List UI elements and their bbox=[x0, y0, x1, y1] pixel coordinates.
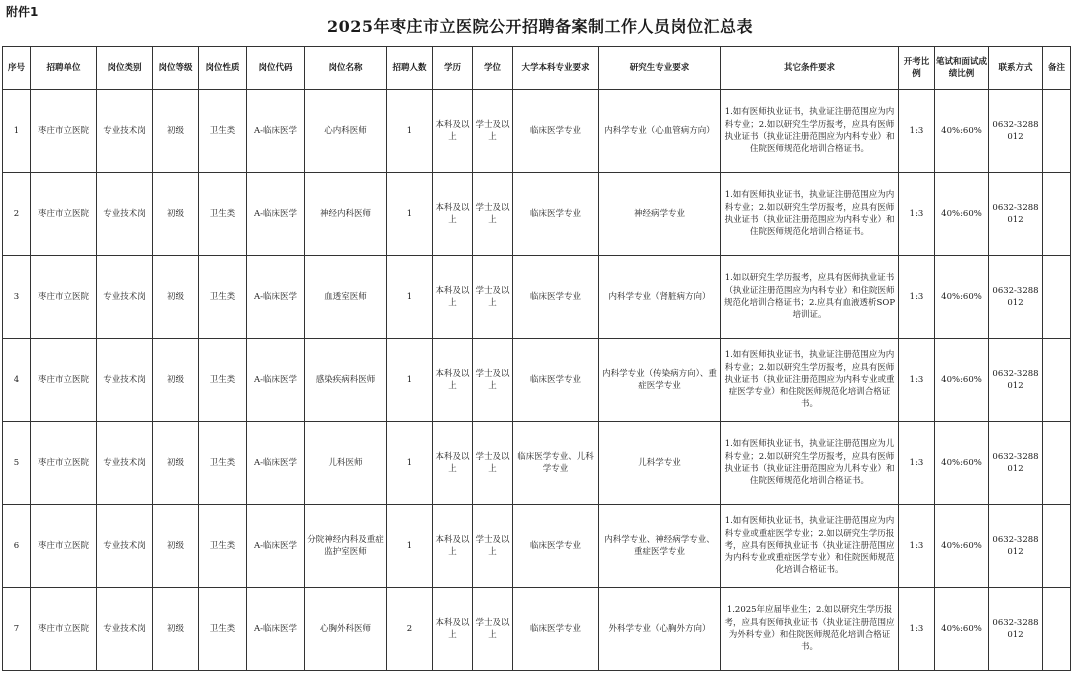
score-ratio-cell: 40%:60% bbox=[935, 505, 989, 588]
position-code-cell: A-临床医学 bbox=[247, 505, 305, 588]
position-nature-cell: 卫生类 bbox=[199, 422, 247, 505]
row-number-cell: 3 bbox=[3, 256, 31, 339]
position-category-cell: 专业技术岗 bbox=[97, 422, 153, 505]
education-cell: 本科及以上 bbox=[433, 339, 473, 422]
position-name-cell: 心内科医师 bbox=[305, 90, 387, 173]
other-requirements-cell: 1.如有医师执业证书，执业证注册范围应为内科专业；2.如以研究生学历报考，应具有医师执业证书（执业证注册范围应为内科专业）和住院医师规范化培训合格证书。 bbox=[721, 173, 899, 256]
row-number-cell: 1 bbox=[3, 90, 31, 173]
remark-cell bbox=[1043, 339, 1071, 422]
position-category-cell: 专业技术岗 bbox=[97, 339, 153, 422]
position-code-cell: A-临床医学 bbox=[247, 339, 305, 422]
contact-cell: 0632-3288012 bbox=[989, 588, 1043, 671]
position-category-cell: 专业技术岗 bbox=[97, 505, 153, 588]
positions-table bbox=[2, 46, 1071, 671]
table-row bbox=[3, 173, 1071, 256]
position-code-cell: A-临床医学 bbox=[247, 422, 305, 505]
position-name-cell: 心胸外科医师 bbox=[305, 588, 387, 671]
table-row bbox=[3, 339, 1071, 422]
column-header: 开考比例 bbox=[899, 47, 935, 90]
column-header: 岗位代码 bbox=[247, 47, 305, 90]
hire-count-cell: 1 bbox=[387, 173, 433, 256]
table-row bbox=[3, 422, 1071, 505]
grad-major-cell: 内科学专业（肾脏病方向） bbox=[599, 256, 721, 339]
hire-count-cell: 1 bbox=[387, 90, 433, 173]
position-nature-cell: 卫生类 bbox=[199, 173, 247, 256]
document-title: 2025年枣庄市立医院公开招聘备案制工作人员岗位汇总表 bbox=[326, 17, 754, 36]
education-cell: 本科及以上 bbox=[433, 90, 473, 173]
grad-major-cell: 儿科学专业 bbox=[599, 422, 721, 505]
undergrad-major-cell: 临床医学专业、儿科学专业 bbox=[513, 422, 599, 505]
grad-major-cell: 神经病学专业 bbox=[599, 173, 721, 256]
education-cell: 本科及以上 bbox=[433, 588, 473, 671]
table-header-row bbox=[3, 47, 1071, 90]
position-name-cell: 神经内科医师 bbox=[305, 173, 387, 256]
position-name-cell: 分院神经内科及重症监护室医师 bbox=[305, 505, 387, 588]
other-requirements-cell: 1.如有医师执业证书，执业证注册范围应为儿科专业；2.如以研究生学历报考，应具有医师执业证书（执业证注册范围应为儿科专业）和住院医师规范化培训合格证书。 bbox=[721, 422, 899, 505]
remark-cell bbox=[1043, 256, 1071, 339]
hire-count-cell: 1 bbox=[387, 256, 433, 339]
undergrad-major-cell: 临床医学专业 bbox=[513, 90, 599, 173]
column-header: 备注 bbox=[1043, 47, 1071, 90]
undergrad-major-cell: 临床医学专业 bbox=[513, 256, 599, 339]
table-row bbox=[3, 505, 1071, 588]
recruiting-unit-cell: 枣庄市立医院 bbox=[31, 339, 97, 422]
exam-ratio-cell: 1:3 bbox=[899, 256, 935, 339]
degree-cell: 学士及以上 bbox=[473, 256, 513, 339]
position-category-cell: 专业技术岗 bbox=[97, 588, 153, 671]
grad-major-cell: 内科学专业、神经病学专业、重症医学专业 bbox=[599, 505, 721, 588]
position-level-cell: 初级 bbox=[153, 90, 199, 173]
row-number-cell: 6 bbox=[3, 505, 31, 588]
hire-count-cell: 2 bbox=[387, 588, 433, 671]
undergrad-major-cell: 临床医学专业 bbox=[513, 588, 599, 671]
exam-ratio-cell: 1:3 bbox=[899, 422, 935, 505]
exam-ratio-cell: 1:3 bbox=[899, 173, 935, 256]
remark-cell bbox=[1043, 505, 1071, 588]
exam-ratio-cell: 1:3 bbox=[899, 505, 935, 588]
row-number-cell: 5 bbox=[3, 422, 31, 505]
column-header: 岗位类别 bbox=[97, 47, 153, 90]
column-header: 学历 bbox=[433, 47, 473, 90]
position-nature-cell: 卫生类 bbox=[199, 588, 247, 671]
score-ratio-cell: 40%:60% bbox=[935, 256, 989, 339]
row-number-cell: 4 bbox=[3, 339, 31, 422]
degree-cell: 学士及以上 bbox=[473, 505, 513, 588]
position-category-cell: 专业技术岗 bbox=[97, 256, 153, 339]
position-name-cell: 儿科医师 bbox=[305, 422, 387, 505]
exam-ratio-cell: 1:3 bbox=[899, 339, 935, 422]
remark-cell bbox=[1043, 90, 1071, 173]
degree-cell: 学士及以上 bbox=[473, 588, 513, 671]
remark-cell bbox=[1043, 173, 1071, 256]
other-requirements-cell: 1.如以研究生学历报考，应具有医师执业证书（执业证注册范围应为内科专业）和住院医师规范化培训合格证书；2.应具有血液透析SOP培训证。 bbox=[721, 256, 899, 339]
contact-cell: 0632-3288012 bbox=[989, 90, 1043, 173]
education-cell: 本科及以上 bbox=[433, 173, 473, 256]
score-ratio-cell: 40%:60% bbox=[935, 588, 989, 671]
score-ratio-cell: 40%:60% bbox=[935, 422, 989, 505]
grad-major-cell: 外科学专业（心胸外方向） bbox=[599, 588, 721, 671]
column-header: 序号 bbox=[3, 47, 31, 90]
row-number-cell: 2 bbox=[3, 173, 31, 256]
position-code-cell: A-临床医学 bbox=[247, 173, 305, 256]
column-header: 学位 bbox=[473, 47, 513, 90]
position-level-cell: 初级 bbox=[153, 505, 199, 588]
position-level-cell: 初级 bbox=[153, 588, 199, 671]
contact-cell: 0632-3288012 bbox=[989, 173, 1043, 256]
position-nature-cell: 卫生类 bbox=[199, 339, 247, 422]
other-requirements-cell: 1.如有医师执业证书，执业证注册范围应为内科专业或重症医学专业；2.如以研究生学历报考，应具有医师执业证书（执业证注册范围应为内科专业或重症医学专业）和住院医师规范化培训合格证书。 bbox=[721, 505, 899, 588]
degree-cell: 学士及以上 bbox=[473, 173, 513, 256]
contact-cell: 0632-3288012 bbox=[989, 422, 1043, 505]
undergrad-major-cell: 临床医学专业 bbox=[513, 339, 599, 422]
table-row bbox=[3, 90, 1071, 173]
recruiting-unit-cell: 枣庄市立医院 bbox=[31, 505, 97, 588]
score-ratio-cell: 40%:60% bbox=[935, 339, 989, 422]
position-code-cell: A-临床医学 bbox=[247, 90, 305, 173]
row-number-cell: 7 bbox=[3, 588, 31, 671]
grad-major-cell: 内科学专业（传染病方向）、重症医学专业 bbox=[599, 339, 721, 422]
column-header: 招聘人数 bbox=[387, 47, 433, 90]
position-name-cell: 感染疾病科医师 bbox=[305, 339, 387, 422]
position-name-cell: 血透室医师 bbox=[305, 256, 387, 339]
column-header: 岗位性质 bbox=[199, 47, 247, 90]
column-header: 岗位等级 bbox=[153, 47, 199, 90]
table-row bbox=[3, 256, 1071, 339]
remark-cell bbox=[1043, 588, 1071, 671]
degree-cell: 学士及以上 bbox=[473, 422, 513, 505]
table-body bbox=[3, 90, 1071, 671]
contact-cell: 0632-3288012 bbox=[989, 256, 1043, 339]
position-nature-cell: 卫生类 bbox=[199, 256, 247, 339]
recruiting-unit-cell: 枣庄市立医院 bbox=[31, 588, 97, 671]
column-header: 笔试和面试成绩比例 bbox=[935, 47, 989, 90]
column-header: 大学本科专业要求 bbox=[513, 47, 599, 90]
recruiting-unit-cell: 枣庄市立医院 bbox=[31, 173, 97, 256]
position-code-cell: A-临床医学 bbox=[247, 588, 305, 671]
column-header: 岗位名称 bbox=[305, 47, 387, 90]
exam-ratio-cell: 1:3 bbox=[899, 90, 935, 173]
position-nature-cell: 卫生类 bbox=[199, 505, 247, 588]
position-level-cell: 初级 bbox=[153, 422, 199, 505]
table-row bbox=[3, 588, 1071, 671]
position-code-cell: A-临床医学 bbox=[247, 256, 305, 339]
grad-major-cell: 内科学专业（心血管病方向） bbox=[599, 90, 721, 173]
other-requirements-cell: 1.如有医师执业证书，执业证注册范围应为内科专业；2.如以研究生学历报考，应具有医师执业证书（执业证注册范围应为内科专业）和住院医师规范化培训合格证书。 bbox=[721, 90, 899, 173]
degree-cell: 学士及以上 bbox=[473, 90, 513, 173]
contact-cell: 0632-3288012 bbox=[989, 339, 1043, 422]
column-header: 研究生专业要求 bbox=[599, 47, 721, 90]
degree-cell: 学士及以上 bbox=[473, 339, 513, 422]
remark-cell bbox=[1043, 422, 1071, 505]
score-ratio-cell: 40%:60% bbox=[935, 173, 989, 256]
position-category-cell: 专业技术岗 bbox=[97, 173, 153, 256]
column-header: 其它条件要求 bbox=[721, 47, 899, 90]
other-requirements-cell: 1.如有医师执业证书，执业证注册范围应为内科专业；2.如以研究生学历报考，应具有医师执业证书（执业证注册范围应为内科专业或重症医学专业）和住院医师规范化培训合格证书。 bbox=[721, 339, 899, 422]
hire-count-cell: 1 bbox=[387, 339, 433, 422]
exam-ratio-cell: 1:3 bbox=[899, 588, 935, 671]
position-level-cell: 初级 bbox=[153, 173, 199, 256]
education-cell: 本科及以上 bbox=[433, 422, 473, 505]
hire-count-cell: 1 bbox=[387, 505, 433, 588]
recruiting-unit-cell: 枣庄市立医院 bbox=[31, 256, 97, 339]
education-cell: 本科及以上 bbox=[433, 256, 473, 339]
position-nature-cell: 卫生类 bbox=[199, 90, 247, 173]
other-requirements-cell: 1.2025年应届毕业生；2.如以研究生学历报考，应具有医师执业证书（执业证注册范围应为外科专业）和住院医师规范化培训合格证书。 bbox=[721, 588, 899, 671]
column-header: 联系方式 bbox=[989, 47, 1043, 90]
position-level-cell: 初级 bbox=[153, 339, 199, 422]
column-header: 招聘单位 bbox=[31, 47, 97, 90]
undergrad-major-cell: 临床医学专业 bbox=[513, 505, 599, 588]
contact-cell: 0632-3288012 bbox=[989, 505, 1043, 588]
score-ratio-cell: 40%:60% bbox=[935, 90, 989, 173]
position-category-cell: 专业技术岗 bbox=[97, 90, 153, 173]
recruiting-unit-cell: 枣庄市立医院 bbox=[31, 90, 97, 173]
position-level-cell: 初级 bbox=[153, 256, 199, 339]
attachment-label: 附件1 bbox=[6, 5, 39, 19]
hire-count-cell: 1 bbox=[387, 422, 433, 505]
undergrad-major-cell: 临床医学专业 bbox=[513, 173, 599, 256]
recruiting-unit-cell: 枣庄市立医院 bbox=[31, 422, 97, 505]
education-cell: 本科及以上 bbox=[433, 505, 473, 588]
